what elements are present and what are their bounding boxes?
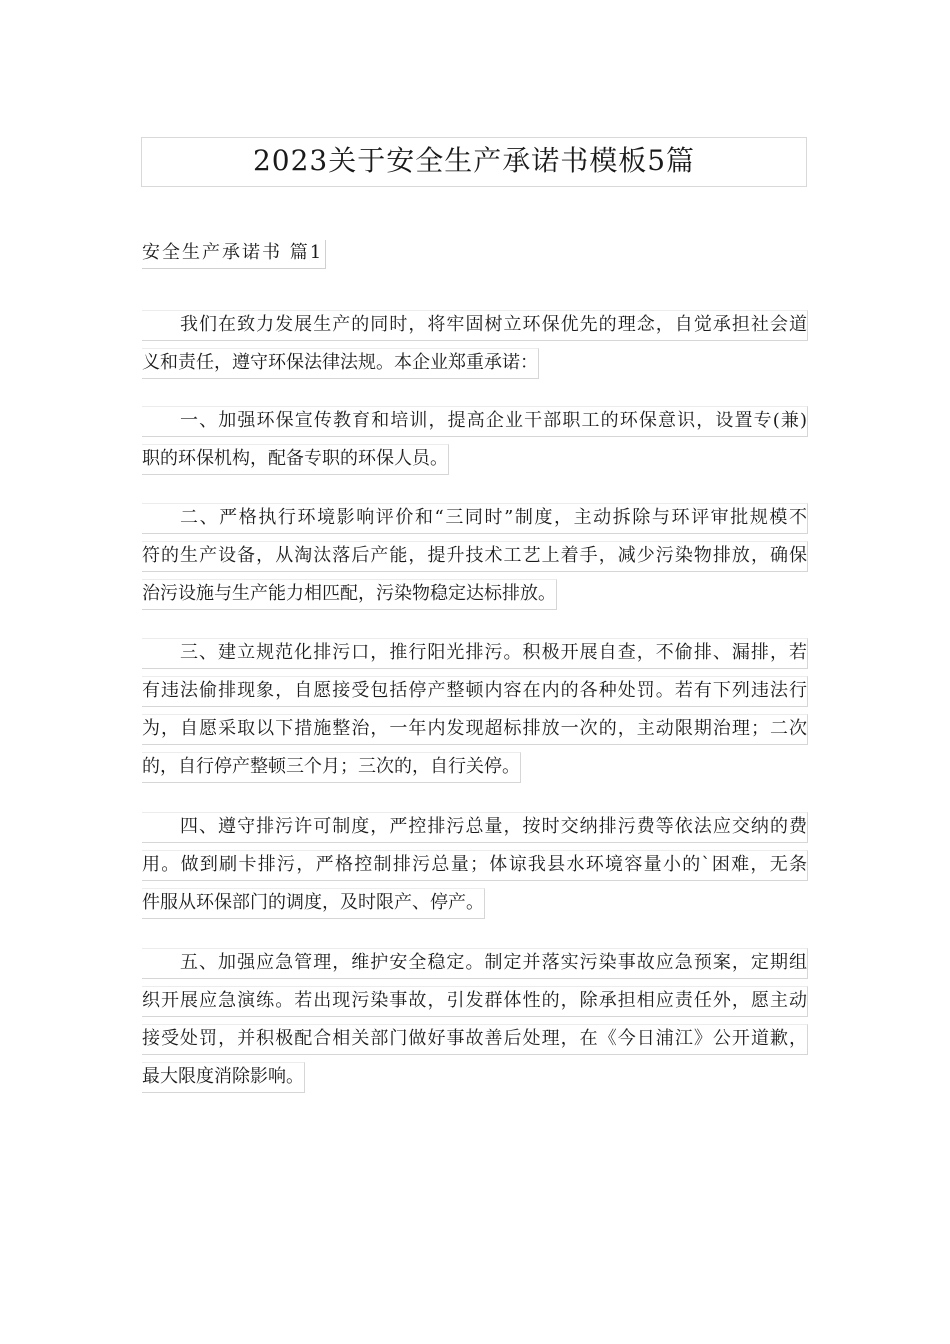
paragraph-line: 织开展应急演练。若出现污染事故，引发群体性的，除承担相应责任外，愿主动 bbox=[142, 986, 808, 1017]
paragraph-line: 五、加强应急管理，维护安全稳定。制定并落实污染事故应急预案，定期组 bbox=[142, 948, 808, 979]
paragraph-line: 最大限度消除影响。 bbox=[142, 1062, 305, 1093]
paragraph-line: 义和责任，遵守环保法律法规。本企业郑重承诺： bbox=[142, 348, 539, 379]
paragraph-line: 治污设施与生产能力相匹配，污染物稳定达标排放。 bbox=[142, 579, 557, 610]
paragraph-line: 为，自愿采取以下措施整治，一年内发现超标排放一次的，主动限期治理；二次 bbox=[142, 714, 808, 745]
paragraph-line: 四、遵守排污许可制度，严控排污总量，按时交纳排污费等依法应交纳的费 bbox=[142, 812, 808, 843]
paragraph-line: 符的生产设备，从淘汰落后产能，提升技术工艺上着手，减少污染物排放，确保 bbox=[142, 541, 808, 572]
paragraph-line: 二、严格执行环境影响评价和“三同时”制度，主动拆除与环评审批规模不 bbox=[142, 503, 808, 534]
paragraph-line: 我们在致力发展生产的同时，将牢固树立环保优先的理念，自觉承担社会道 bbox=[142, 310, 808, 341]
paragraph-line: 用。做到刷卡排污，严格控制排污总量；体谅我县水环境容量小的`困难，无条 bbox=[142, 850, 808, 881]
paragraph-line: 职的环保机构，配备专职的环保人员。 bbox=[142, 444, 449, 475]
section-heading: 安全生产承诺书 篇1 bbox=[142, 240, 326, 269]
paragraph-line: 一、加强环保宣传教育和培训，提高企业干部职工的环保意识，设置专(兼) bbox=[142, 406, 808, 437]
paragraph-line: 三、建立规范化排污口，推行阳光排污。积极开展自查，不偷排、漏排，若 bbox=[142, 638, 808, 669]
paragraph-line: 件服从环保部门的调度，及时限产、停产。 bbox=[142, 888, 485, 919]
paragraph-line: 接受处罚，并积极配合相关部门做好事故善后处理，在《今日浦江》公开道歉， bbox=[142, 1024, 808, 1055]
paragraph-line: 有违法偷排现象，自愿接受包括停产整顿内容在内的各种处罚。若有下列违法行 bbox=[142, 676, 808, 707]
paragraph-line: 的，自行停产整顿三个月；三次的，自行关停。 bbox=[142, 752, 521, 783]
document-title: 2023关于安全生产承诺书模板5篇 bbox=[141, 137, 807, 187]
